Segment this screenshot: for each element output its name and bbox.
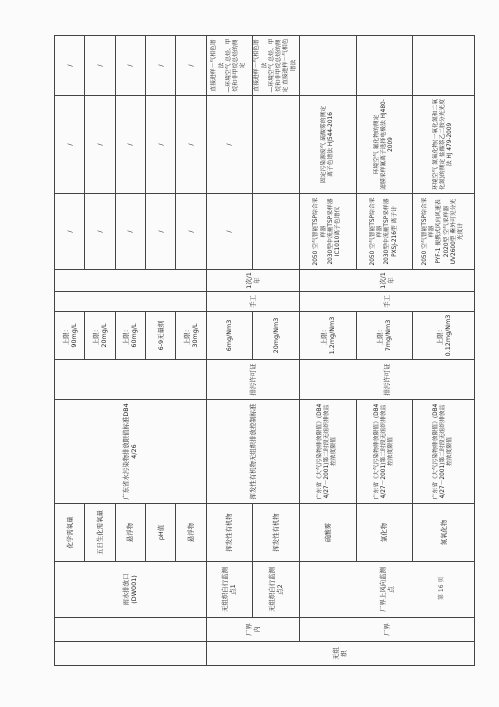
limit-cell: 6mg/Nm3 [206,312,253,360]
rule-cell: 排污许可证 [300,360,475,400]
point-cell: 无组织自行监测点2 [253,562,300,618]
standard-cell: 广东省《大气污染物排放限值》(DB44/27－2001)第二时段无组织排放监控浓度限值 [300,400,357,504]
pollutant-cell: 挥发性有机物 [206,504,253,562]
limit-cell: 上限： 30mg/L [176,312,206,360]
rotated-table-container [54,40,475,666]
standard-cell: 广东省《大气污染物排放限值》(DB44/27－2001)第二时段无组织排放监控浓度限值 [413,400,475,504]
standard-cell: 广东省《大气污染物排放限值》(DB44/27－2001)第二时段无组织排放监控浓度限值 [356,400,413,504]
pollutant-cell: 硫酸雾 [300,504,357,562]
table-row: 悬浮物 上限： 30mg/L / / / [176,36,206,666]
standard-cell: 广东省水污染物排放限值标准DB44/26 [55,400,207,504]
method-text-cell: 环境空气 氟化物的测定 滤膜采样氟离子选择电极法 HJ480-2009 [356,96,413,194]
page-number: 第 16 页 [438,576,445,600]
pollutant-cell: 五日生化需氧量 [85,504,115,562]
pollutant-cell: 悬浮物 [176,504,206,562]
limit-cell: 上限： 20mg/L [85,312,115,360]
method-text-cell: 直接进样－气相色谱法 —环境空气 总烃、甲烷和非甲烷总烃的测定 直接进样－气相色谱法 [253,36,300,96]
table-row: 悬浮物 上限： 60mg/L / / / [115,36,145,666]
freq-cell: / [55,194,85,270]
instrument-cell: 2050 空气智能TSP综合采样器 2030型中流量TSP采样器 IC1010离子色谱仪 [300,194,357,270]
area-cell: 无组织 [206,642,474,666]
limit-cell: 上限： 90mg/L [55,312,85,360]
limit-cell: 6-9无量纲 [145,312,175,360]
frequency-cell: 1次/1年 [206,270,299,292]
pollutant-cell: 氮氧化物 [413,504,475,562]
instrument-cell: 2050 空气智能TSP综合采样器 PYF-1 便携式风向风速表 2020型 空气采样器 UV2600型 紫外可见分光光度计 [413,194,475,270]
instrument-cell: / [55,36,85,96]
pollutant-cell: 悬浮物 [115,504,145,562]
method-text-cell: 环境空气 氮氧化物(一氧化氮和二氧化氮)的测定 盐酸萘乙二胺分光光度法 HJ 479-2009 [413,96,475,194]
standard-cell: 挥发性有机物无组织排放控制标准 [206,400,299,504]
table-row: 五日生化需氧量 上限： 20mg/L / / / [85,36,115,666]
method-text-cell: 直接进样－气相色谱法 —环境空气 总烃、甲烷和非甲烷总烃的测定 [206,36,253,96]
pollutant-cell: 氯化物 [356,504,413,562]
table-row: pH值 6-9无量纲 / / / [145,36,175,666]
frequency-cell: 1次/1年 [300,270,475,292]
table-row: 无组织 厂界内 无组织自行监测点1 挥发性有机物 挥发性有机物无组织排放控制标准 排污许可证 6mg/Nm3 手工 1次/1年 / / 直接进样－气相色谱法 —环境空气 总烃、甲烷和非甲烷总烃的测定 [206,36,253,666]
monitoring-plan-table [54,35,475,666]
point-cell: 厂界上风向监测点 [300,562,475,618]
limit-cell: 上限： 1.2mg/Nm3 [300,312,357,360]
area-cell: 厂界 [300,618,475,642]
table-row [300,36,357,666]
limit-cell: 上限： 7mg/Nm3 [356,312,413,360]
pollutant-cell: 挥发性有机物 [253,504,300,562]
limit-cell: 上限： 0.12mg/Nm3 [413,312,475,360]
instrument-cell: 2050 空气智能TSP综合采样器 2030型中流量TSP采样器 PXSJ-216型 离子计 [356,194,413,270]
method-cell: / [55,96,85,194]
table-row [55,36,85,666]
method-text-cell: 固定污染源废气 硫酸雾的测定 离子色谱法 HJ544-2016 [300,96,357,194]
area-cell: 厂界内 [206,618,299,642]
monitoring-table-frame [54,40,475,666]
manual-cell: 手工 [206,292,299,312]
point-cell: 雨水排放口 (DW001) [55,562,207,618]
manual-cell: 手工 [300,292,475,312]
limit-cell: 上限： 60mg/L [115,312,145,360]
pollutant-cell: 化学需氧量 [55,504,85,562]
table-row [253,36,300,666]
limit-cell: 20mg/Nm3 [253,312,300,360]
pollutant-cell: pH值 [145,504,175,562]
point-cell: 无组织自行监测点1 [206,562,253,618]
rule-cell: 排污许可证 [206,360,299,400]
